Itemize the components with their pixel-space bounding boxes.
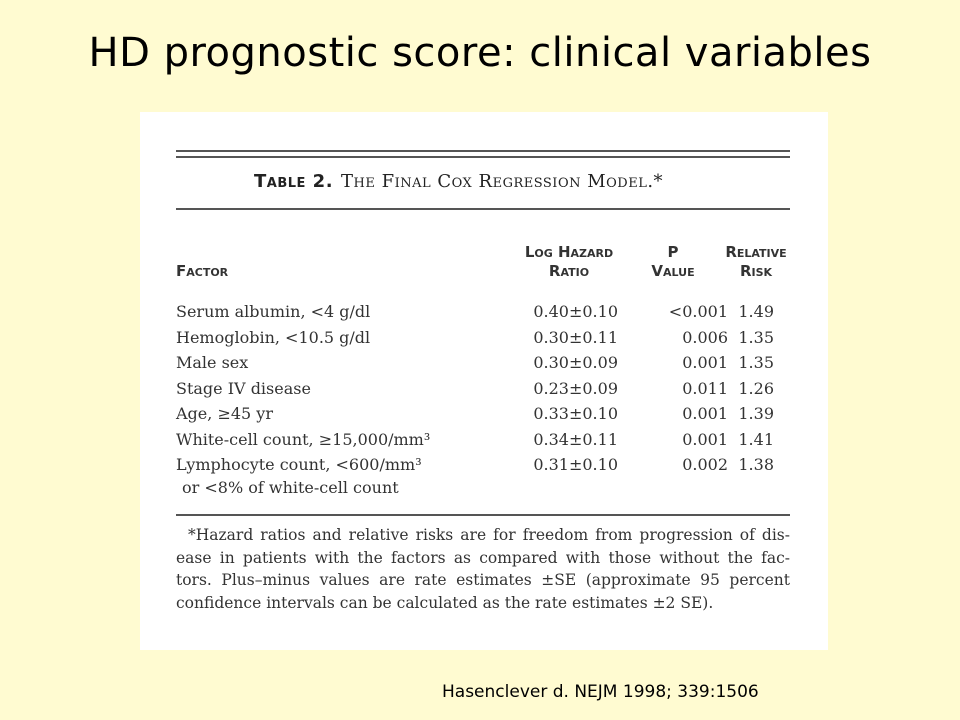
citation: Hasenclever d. NEJM 1998; 339:1506 [442,682,759,702]
log-hazard-cell: 0.34±0.11 [533,429,618,449]
table-row [176,427,790,453]
relative-risk-cell: 1.35 [738,353,774,372]
column-header-p-value [640,243,706,281]
relative-risk-cell: 1.39 [738,404,774,423]
column-header-log-hazard-ratio [514,243,624,281]
log-hazard-cell: 0.31±0.10 [533,455,618,474]
table-row [176,325,790,351]
p-value-cell: 0.006 [682,327,728,347]
log-hazard-cell: 0.30±0.11 [533,327,618,347]
log-hazard-cell: 0.33±0.10 [533,404,618,423]
table-number: Table 2. [254,171,334,192]
factor-cell: Serum albumin, <4 g/dl [176,302,371,321]
p-value-cell: 0.001 [682,429,728,449]
table-row [176,401,790,427]
factor-cell [176,452,422,498]
table-body [176,299,790,497]
table-caption-text: The Final Cox Regression Model.* [341,171,664,192]
factor-cell: Hemoglobin, <10.5 g/dl [176,327,371,347]
table-image-panel [140,112,828,650]
log-hazard-cell: 0.30±0.09 [533,353,618,372]
footnote-line: *Hazard ratios and relative risks are for freedom from progression of dis- [188,526,790,544]
footnote-rule [176,514,790,516]
p-value-cell: 0.001 [682,353,728,372]
header-p-line1: P [667,243,679,261]
table-row [176,299,790,325]
table-row [176,350,790,376]
table-footnote [176,524,790,614]
relative-risk-cell: 1.26 [738,378,774,398]
top-rule-second [176,156,790,158]
factor-cell-line1: Lymphocyte count, <600/mm³ [176,455,422,474]
slide-title: HD prognostic score: clinical variables [88,30,872,76]
top-rule [176,150,790,152]
log-hazard-cell: 0.40±0.10 [533,302,618,321]
factor-cell: Age, ≥45 yr [176,404,273,423]
table-row [176,376,790,402]
header-log-hazard-line2: Ratio [548,262,590,280]
p-value-cell: <0.001 [668,302,728,321]
relative-risk-cell: 1.38 [738,455,774,474]
header-rr-line1: Relative [725,243,787,261]
factor-cell: White-cell count, ≥15,000/mm³ [176,429,431,449]
table-row [176,452,790,497]
factor-cell: Stage IV disease [176,378,311,398]
relative-risk-cell: 1.35 [738,327,774,347]
p-value-cell: 0.001 [682,404,728,423]
header-rr-line2: Risk [739,262,773,280]
footnote-line: tors. Plus–minus values are rate estimates ±SE (approximate 95 percent [176,571,790,589]
caption-rule [176,208,790,210]
table-caption [254,171,663,192]
relative-risk-cell: 1.49 [738,302,774,321]
p-value-cell: 0.002 [682,455,728,474]
p-value-cell: 0.011 [682,378,728,398]
relative-risk-cell: 1.41 [738,429,774,449]
header-p-line2: Value [651,262,695,280]
header-log-hazard-line1: Log Hazard [524,243,614,261]
column-header-relative-risk [718,243,794,281]
column-header-factor: Factor [176,262,229,280]
footnote-line: confidence intervals can be calculated as the rate estimates ±2 SE). [176,593,714,612]
log-hazard-cell: 0.23±0.09 [533,378,618,398]
footnote-line: ease in patients with the factors as compared with those without the fac- [176,548,790,567]
factor-cell: Male sex [176,353,249,372]
factor-cell-line2: or <8% of white-cell count [182,477,399,497]
